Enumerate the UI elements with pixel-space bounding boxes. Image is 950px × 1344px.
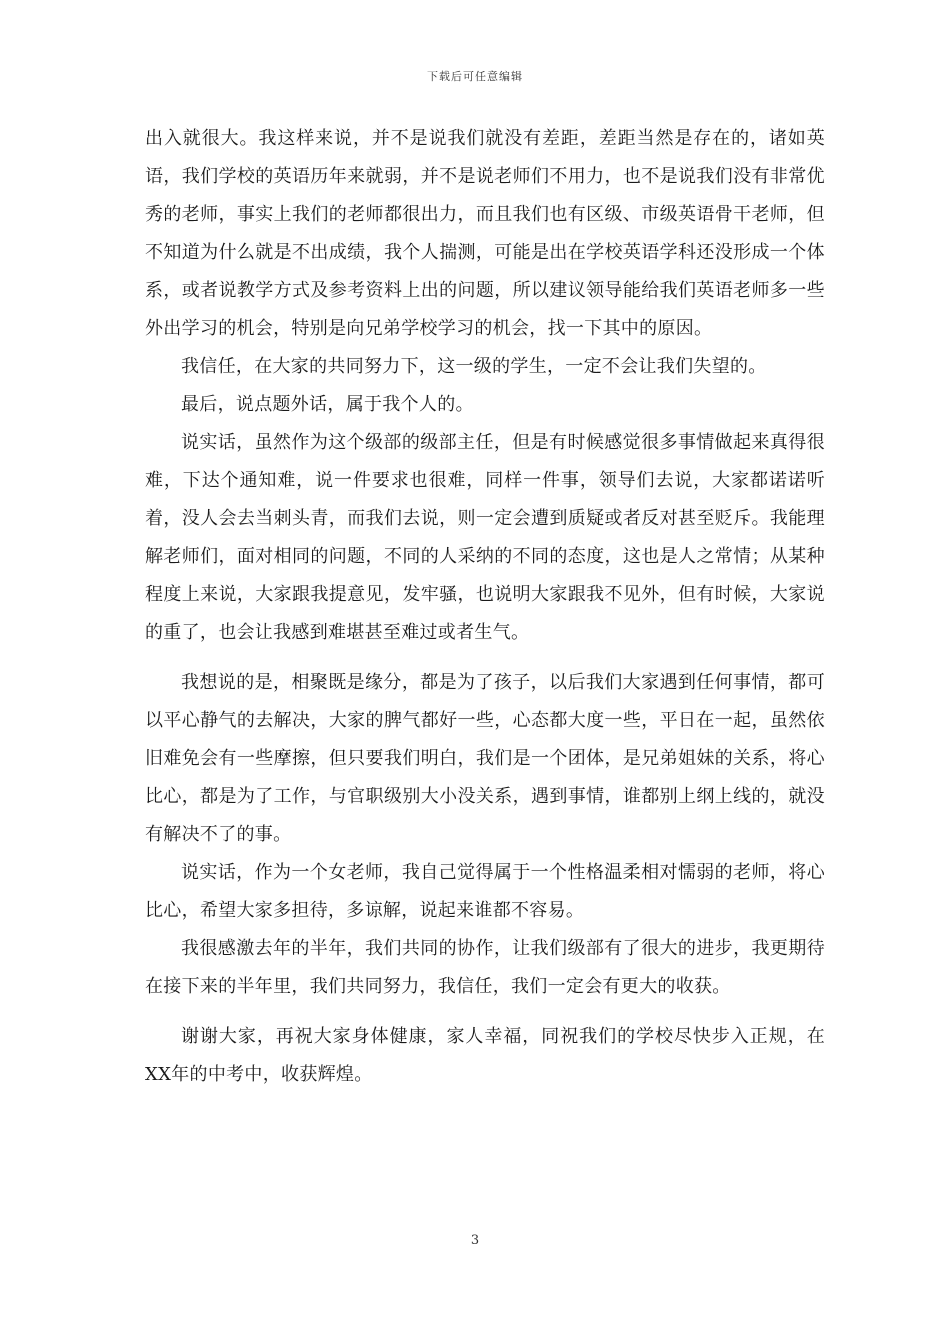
page-number: 3 (470, 1233, 480, 1248)
paragraph: 我想说的是，相聚既是缘分，都是为了孩子，以后我们大家遇到任何事情，都可以平心静气的去解决，大家的脾气都好一些，心态都大度一些，平日在一起，虽然依旧难免会有一些摩擦，但只要我们明白，我们是一个团体，是兄弟姐妹的关系，将心比心，都是为了工作，与官职级别大小没关系，遇到事情，谁都别上纲上线的，就没有解决不了的事。 (145, 672, 825, 845)
paragraph: 谢谢大家，再祝大家身体健康，家人幸福，同祝我们的学校尽快步入正规，在XX年的中考中，收获辉煌。 (145, 1026, 825, 1085)
page-header: 下载后可任意编辑 (427, 70, 523, 83)
paragraph: 我很感激去年的半年，我们共同的协作，让我们级部有了很大的进步，我更期待在接下来的半年里，我们共同努力，我信任，我们一定会有更大的收获。 (145, 938, 825, 997)
document-body (145, 120, 825, 1094)
paragraph: 最后，说点题外话，属于我个人的。 (181, 394, 474, 415)
paragraph: 我信任，在大家的共同努力下，这一级的学生，一定不会让我们失望的。 (181, 356, 767, 377)
paragraph: 出入就很大。我这样来说，并不是说我们就没有差距，差距当然是存在的，诸如英语，我们学校的英语历年来就弱，并不是说老师们不用力，也不是说我们没有非常优秀的老师，事实上我们的老师都很出力，而且我们也有区级、市级英语骨干老师，但不知道为什么就是不出成绩，我个人揣测，可能是出在学校英语学科还没形成一个体系，或者说教学方式及参考资料上出的问题，所以建议领导能给我们英语老师多一些外出学习的机会，特别是向兄弟学校学习的机会，找一下其中的原因。 (145, 128, 825, 339)
paragraph: 说实话，作为一个女老师，我自己觉得属于一个性格温柔相对懦弱的老师，将心比心，希望大家多担待，多谅解，说起来谁都不容易。 (145, 862, 825, 921)
paragraph: 说实话，虽然作为这个级部的级部主任，但是有时候感觉很多事情做起来真得很难，下达个通知难，说一件要求也很难，同样一件事，领导们去说，大家都诺诺听着，没人会去当刺头青，而我们去说，则一定会遭到质疑或者反对甚至贬斥。我能理解老师们，面对相同的问题，不同的人采纳的不同的态度，这也是人之常情；从某种程度上来说，大家跟我提意见，发牢骚，也说明大家跟我不见外，但有时候，大家说的重了，也会让我感到难堪甚至难过或者生气。 (145, 432, 825, 643)
